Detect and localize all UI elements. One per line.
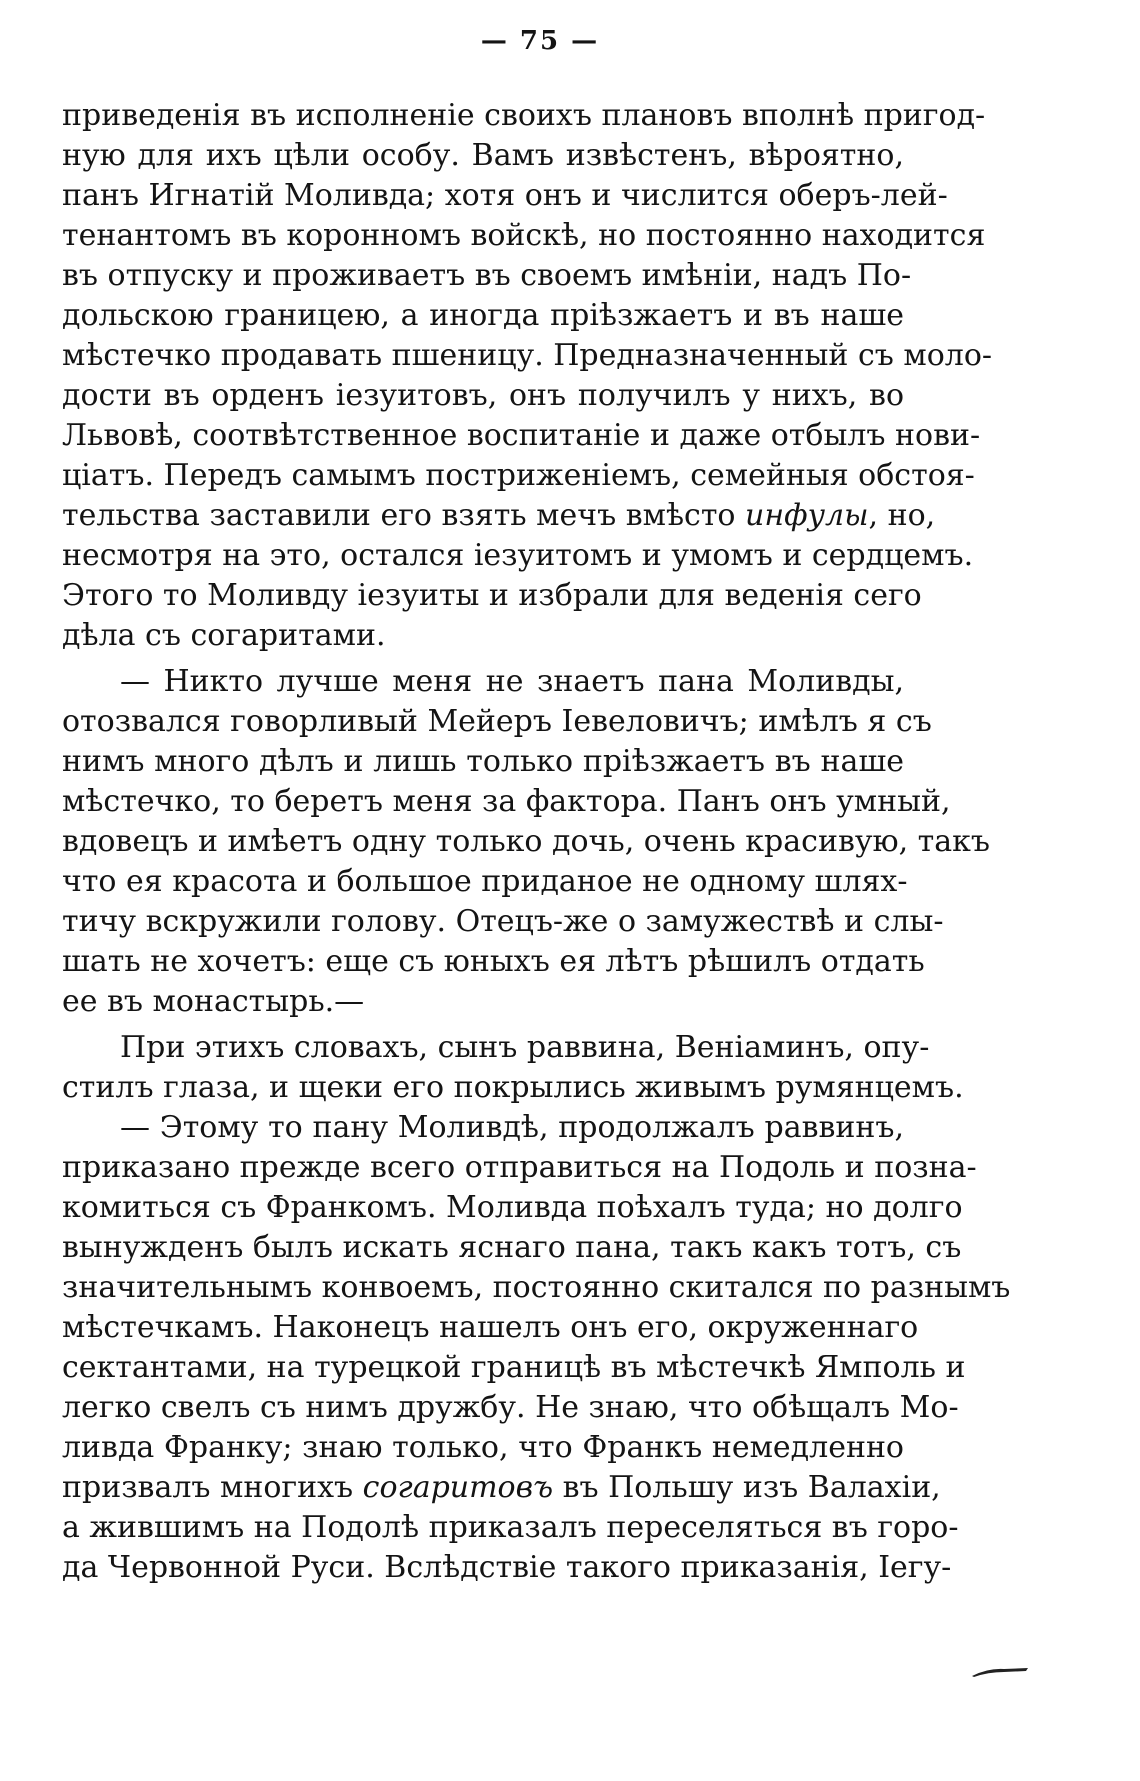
text-line: тенантомъ въ коронномъ войскѣ, но постоянно находится: [62, 218, 986, 253]
paragraph: [62, 1108, 1011, 1588]
text-line: а жившимъ на Подолѣ приказалъ переселяться въ горо-: [62, 1510, 959, 1545]
text-line: что ея красота и большое приданое не одному шлях-: [62, 864, 908, 899]
text-segment: , но,: [868, 498, 936, 533]
text-line: нимъ много дѣлъ и лишь только пріѣзжаетъ въ наше: [62, 744, 904, 779]
text-line: ціатъ. Передъ самымъ постриженіемъ, семейныя обстоя-: [62, 458, 975, 493]
text-line: дости въ орденъ іезуитовъ, онъ получилъ у нихъ, во: [62, 378, 904, 413]
text-line: панъ Игнатій Моливда; хотя онъ и числится оберъ-лей-: [62, 178, 948, 213]
text-line: [62, 496, 936, 536]
text-line: вдовецъ и имѣетъ одну только дочь, очень красивую, такъ: [62, 824, 990, 859]
text-line: комиться съ Франкомъ. Моливда поѣхалъ туда; но долго: [62, 1190, 963, 1225]
text-line: отозвался говорливый Мейеръ Іевеловичъ; имѣлъ я съ: [62, 704, 932, 739]
ink-smudge-icon: [970, 1666, 1030, 1678]
text-line: шать не хочетъ: еще съ юныхъ ея лѣтъ рѣшилъ отдать: [62, 944, 925, 979]
text-line: легко свелъ съ нимъ дружбу. Не знаю, что обѣщалъ Мо-: [62, 1390, 959, 1425]
body-text: [62, 96, 1011, 1588]
paragraph: [62, 1028, 964, 1108]
text-line: вынужденъ былъ искать яснаго пана, такъ какъ тотъ, съ: [62, 1230, 962, 1265]
paragraph: [62, 96, 993, 656]
text-line: тичу вскружили голову. Отецъ-же о замужествѣ и слы-: [62, 904, 944, 939]
text-line: стилъ глаза, и щеки его покрылись живымъ румянцемъ.: [62, 1070, 964, 1105]
italic-word: инфулы: [745, 498, 869, 533]
text-line: — Никто лучше меня не знаетъ пана Моливды,: [120, 664, 904, 699]
text-line: приказано прежде всего отправиться на Подоль и позна-: [62, 1150, 977, 1185]
paragraph: [62, 662, 990, 1022]
text-line: При этихъ словахъ, сынъ раввина, Веніаминъ, опу-: [120, 1030, 930, 1065]
page-number: — 75 —: [480, 26, 600, 56]
text-line: сектантами, на турецкой границѣ въ мѣстечкѣ Ямполь и: [62, 1350, 966, 1385]
italic-word: согаритовъ: [362, 1470, 554, 1505]
text-segment: призвалъ многихъ: [62, 1470, 363, 1505]
text-line: да Червонной Руси. Вслѣдствіе такого приказанія, Іегу-: [62, 1550, 952, 1585]
text-segment: тельства заставили его взять мечъ вмѣсто: [62, 498, 746, 533]
text-line: мѣстечко продавать пшеницу. Предназначенный съ моло-: [62, 338, 993, 373]
text-line: Этого то Моливду іезуиты и избрали для веденія сего: [62, 578, 922, 613]
text-line: значительнымъ конвоемъ, постоянно скитался по разнымъ: [62, 1270, 1011, 1305]
text-line: ливда Франку; знаю только, что Франкъ немедленно: [62, 1430, 904, 1465]
text-line: мѣстечко, то беретъ меня за фактора. Панъ онъ умный,: [62, 784, 951, 819]
text-line: ее въ монастырь.—: [62, 984, 365, 1019]
text-line: Львовѣ, соотвѣтственное воспитаніе и даже отбылъ нови-: [62, 418, 981, 453]
text-line: ную для ихъ цѣли особу. Вамъ извѣстенъ, вѣроятно,: [62, 138, 904, 173]
text-line: — Этому то пану Моливдѣ, продолжалъ раввинъ,: [120, 1110, 904, 1145]
text-line: дѣла съ согаритами.: [62, 618, 386, 653]
text-line: [62, 1468, 941, 1508]
text-segment: въ Польшу изъ Валахіи,: [553, 1470, 941, 1505]
text-line: приведенія въ исполненіе своихъ плановъ вполнѣ пригод-: [62, 98, 986, 133]
text-line: несмотря на это, остался іезуитомъ и умомъ и сердцемъ.: [62, 538, 974, 573]
text-line: дольскою границею, а иногда пріѣзжаетъ и въ наше: [62, 298, 904, 333]
text-line: мѣстечкамъ. Наконецъ нашелъ онъ его, окруженнаго: [62, 1310, 919, 1345]
text-line: въ отпуску и проживаетъ въ своемъ имѣніи, надъ По-: [62, 258, 912, 293]
